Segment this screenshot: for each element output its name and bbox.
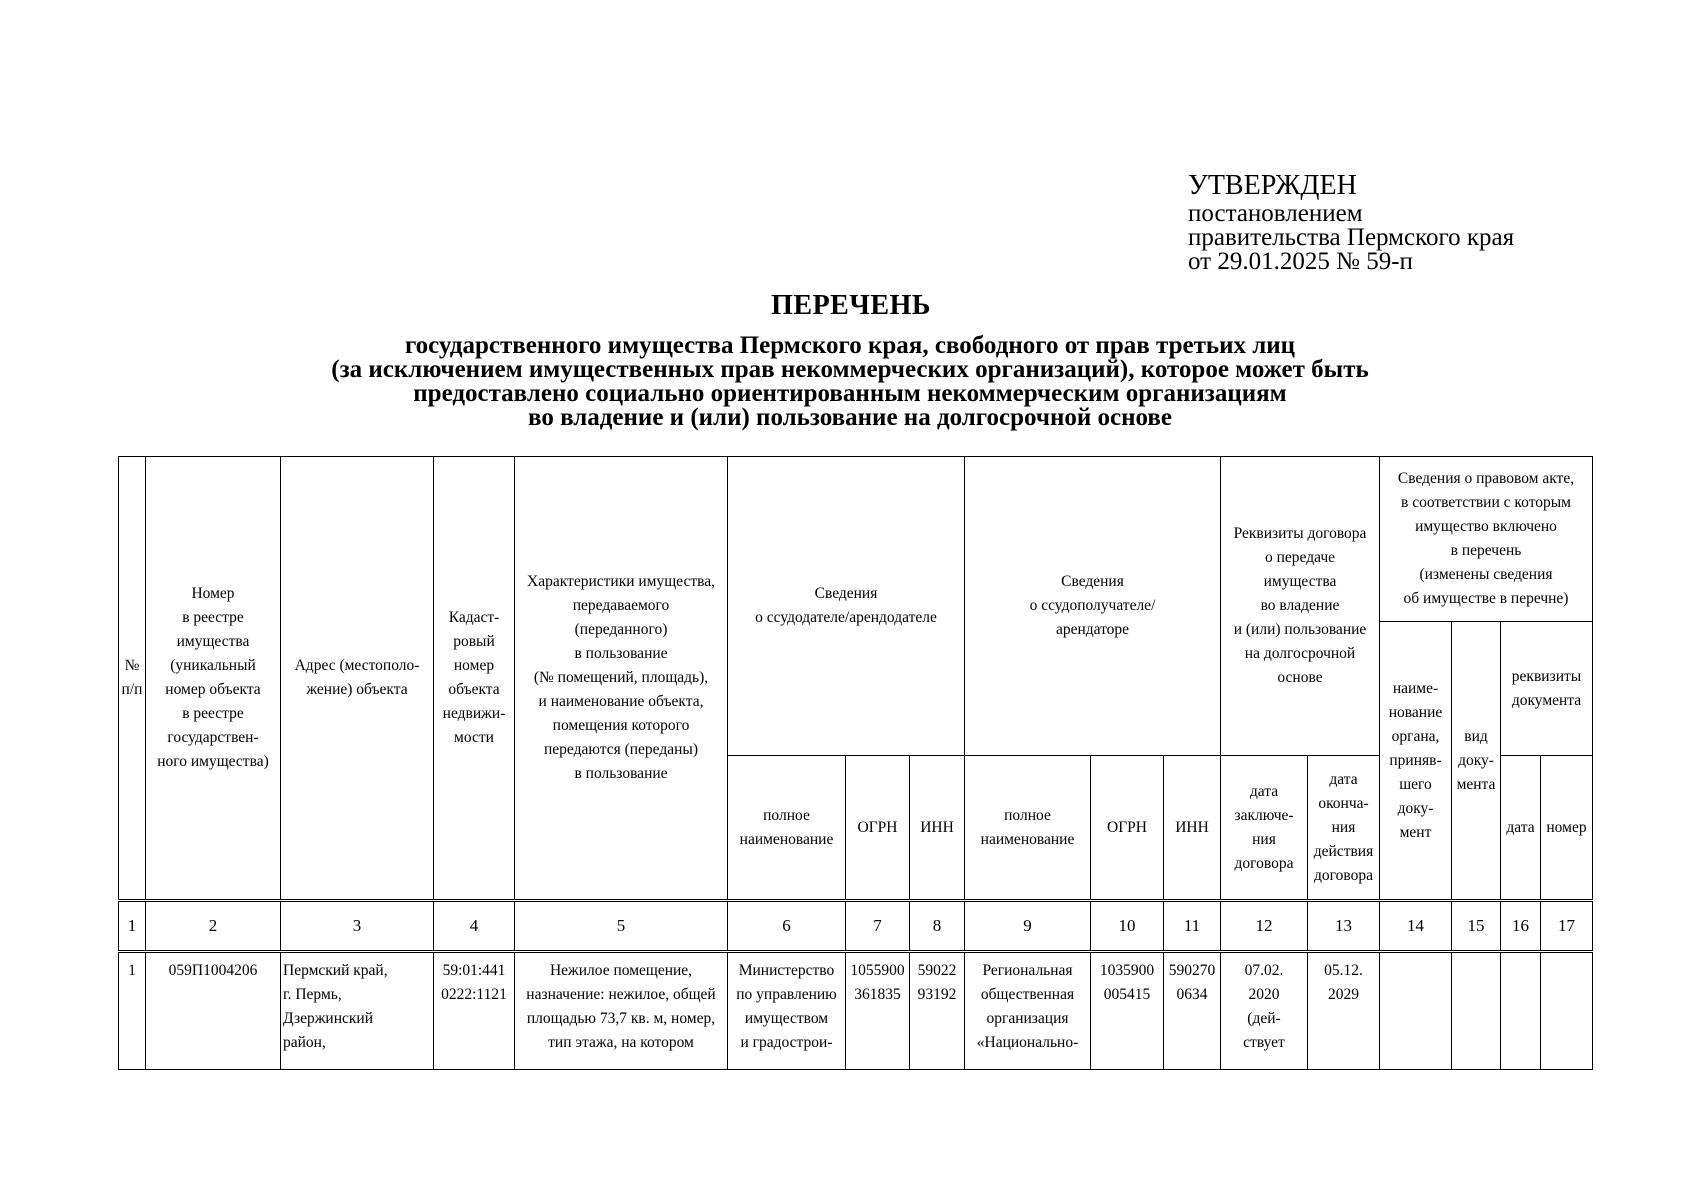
header-row-number [119, 457, 146, 901]
text-line: о ссудополучателе/ [1029, 597, 1156, 614]
text-line: Сведения [1061, 573, 1124, 590]
text-line: наименование [980, 830, 1075, 848]
text-line: (уникальный [170, 657, 256, 674]
text-line: приняв- [1389, 751, 1442, 769]
text-line: мента [1456, 775, 1496, 793]
text-line: недвижи- [442, 705, 506, 722]
text-line: № [124, 657, 140, 674]
text-line: имущество включено [1415, 518, 1557, 535]
text-line: вид [1464, 727, 1488, 745]
text-line: о передаче [1264, 549, 1336, 566]
text-line: 07.02. [1244, 962, 1284, 979]
text-line: полное [1004, 806, 1051, 824]
cell-lender-inn [910, 952, 965, 1070]
text-line: оконча- [1318, 794, 1369, 812]
text-line: Кадаст- [448, 609, 500, 626]
text-line: государствен- [167, 729, 259, 746]
subtitle-line-1: государственного имущества Пермского края, свободного от прав третьих лиц [404, 332, 1296, 359]
text-line: и наименование объекта, [538, 693, 704, 710]
header-contract-end [1308, 756, 1380, 901]
text-line: ния [1331, 818, 1356, 836]
text-line: Реквизиты договора [1233, 525, 1367, 542]
text-line: договора [1314, 866, 1373, 884]
header-registry-number [146, 457, 281, 901]
header-borrower-name [965, 756, 1091, 901]
text-line: объекта [448, 681, 500, 698]
text-line: 0222:1121 [441, 986, 507, 1003]
text-line: Сведения [814, 585, 878, 602]
text-line: (№ помещений, площадь), [533, 669, 709, 686]
text-line: и (или) пользование [1233, 621, 1367, 638]
text-line: ствует [1243, 1034, 1285, 1051]
text-line: 59:01:441 [442, 962, 506, 979]
column-number: 4 [434, 901, 515, 952]
text-line: тип этажа, на котором [548, 1034, 694, 1051]
approval-stamp [1188, 170, 1514, 274]
header-issuing-body [1380, 622, 1452, 901]
text-line: полное [763, 806, 810, 824]
header-address [281, 457, 434, 901]
approval-line-1: постановлением [1188, 200, 1363, 227]
approval-title: УТВЕРЖДЕН [1188, 170, 1357, 201]
subtitle-line-4: во владение и (или) пользование на долгосрочной основе [527, 404, 1173, 431]
text-line: Министерство [738, 962, 835, 979]
column-number: 6 [728, 901, 846, 952]
text-line: реквизиты [1511, 667, 1582, 685]
cell-lender-ogrn [846, 952, 910, 1070]
text-line: 2020 [1248, 986, 1280, 1003]
text-line: шего [1399, 775, 1432, 793]
text-line: мости [454, 729, 494, 746]
text-line: в соответствии с которым [1401, 494, 1571, 511]
cell-borrower-inn [1164, 952, 1221, 1070]
text-line: Номер [191, 585, 235, 602]
cell-address [281, 952, 434, 1070]
text-line: назначение: нежилое, общей [526, 986, 716, 1003]
text-line: 361835 [854, 986, 901, 1003]
text-line: органа, [1391, 727, 1440, 745]
text-line: 0634 [1176, 986, 1208, 1003]
column-number: 8 [910, 901, 965, 952]
text-line: Характеристики имущества, [527, 573, 715, 590]
column-number: 1 [119, 901, 146, 952]
column-number: 9 [965, 901, 1091, 952]
cell-row-number: 1 [119, 952, 146, 1070]
column-number: 15 [1452, 901, 1501, 952]
text-line: Сведения о правовом акте, [1397, 470, 1575, 487]
text-line: доку- [1458, 751, 1494, 769]
text-line: и градострои- [740, 1034, 833, 1051]
text-line: дата [1329, 770, 1358, 788]
header-document-number: номер [1541, 756, 1593, 901]
text-line: ровый [453, 633, 495, 650]
header-contract-group [1221, 457, 1380, 756]
text-line: мент [1399, 823, 1432, 841]
text-line: в реестре [182, 609, 244, 626]
text-line: Дзержинский [283, 1010, 374, 1027]
header-contract-start [1221, 756, 1308, 901]
column-number: 3 [281, 901, 434, 952]
text-line: в реестре [182, 705, 244, 722]
text-line: в перечень [1450, 542, 1522, 559]
text-line: арендаторе [1055, 621, 1130, 638]
subtitle-line-2: (за исключением имущественных прав некоммерческих организаций), которое может быть [331, 356, 1369, 383]
text-line: п/п [121, 681, 143, 698]
text-line: Адрес (местополо- [294, 657, 420, 674]
text-line: передаются (переданы) [544, 741, 698, 758]
text-line: имуществом [744, 1010, 829, 1027]
property-register-table [118, 456, 1593, 1070]
text-line: (переданного) [574, 621, 668, 638]
document-subtitle [250, 334, 1450, 430]
text-line: ния [1252, 830, 1276, 848]
header-borrower-group [965, 457, 1221, 756]
text-line: (дей- [1247, 1010, 1281, 1027]
text-line: г. Пермь, [283, 986, 342, 1003]
header-lender-name [728, 756, 846, 901]
text-line: Нежилое помещение, [549, 962, 693, 979]
text-line: нование [1388, 703, 1443, 721]
header-lender-group [728, 457, 965, 756]
column-number: 12 [1221, 901, 1308, 952]
cell-characteristics [515, 952, 728, 1070]
text-line: наименование [739, 830, 834, 848]
text-line: во владение [1260, 597, 1340, 614]
subtitle-line-3: предоставлено социально ориентированным некоммерческим организациям [413, 380, 1287, 407]
column-number-row [119, 901, 1593, 952]
text-line: организация [986, 1010, 1069, 1027]
text-line: (изменены сведения [1419, 566, 1553, 583]
text-line: Региональная [982, 962, 1073, 979]
cell-document-type [1452, 952, 1501, 1070]
text-line: Пермский край, [283, 962, 388, 979]
text-line: доку- [1397, 799, 1434, 817]
header-document-type [1452, 622, 1501, 901]
text-line: основе [1277, 669, 1323, 686]
column-number: 14 [1380, 901, 1452, 952]
text-line: номер объекта [165, 681, 261, 698]
cell-document-date [1501, 952, 1541, 1070]
header-document-details [1501, 622, 1593, 756]
text-line: общественная [980, 986, 1075, 1003]
text-line: в пользование [574, 645, 668, 662]
cell-cadastral-number [434, 952, 515, 1070]
column-number: 5 [515, 901, 728, 952]
text-line: жение) объекта [306, 681, 408, 698]
header-borrower-ogrn: ОГРН [1091, 756, 1164, 901]
text-line: площадью 73,7 кв. м, номер, [526, 1010, 716, 1027]
text-line: «Национально- [976, 1034, 1079, 1051]
column-number: 16 [1501, 901, 1541, 952]
header-characteristics [515, 457, 728, 901]
header-borrower-inn: ИНН [1164, 756, 1221, 901]
column-number: 13 [1308, 901, 1380, 952]
document-title: ПЕРЕЧЕНЬ [771, 290, 931, 321]
text-line: район, [283, 1034, 326, 1051]
cell-borrower-name [965, 952, 1091, 1070]
text-line: по управлению [736, 986, 837, 1003]
text-line: 05.12. [1324, 962, 1363, 979]
column-number: 2 [146, 901, 281, 952]
text-line: 2029 [1328, 986, 1359, 1003]
header-document-date: дата [1501, 756, 1541, 901]
header-lender-ogrn: ОГРН [846, 756, 910, 901]
cell-lender-name [728, 952, 846, 1070]
approval-line-2: правительства Пермского края [1188, 224, 1515, 251]
cell-borrower-ogrn [1091, 952, 1164, 1070]
text-line: 93192 [917, 986, 957, 1003]
text-line: 590270 [1168, 962, 1216, 979]
column-number: 10 [1091, 901, 1164, 952]
text-line: дата [1249, 782, 1279, 800]
cell-contract-start [1221, 952, 1308, 1070]
text-line: 59022 [917, 962, 957, 979]
table-row [119, 952, 1593, 1070]
text-line: 1055900 [850, 962, 905, 979]
cell-document-number [1541, 952, 1593, 1070]
text-line: документа [1511, 691, 1582, 709]
cell-contract-end [1308, 952, 1380, 1070]
column-number: 17 [1541, 901, 1593, 952]
header-legal-act-group [1380, 457, 1593, 622]
approval-line-3: от 29.01.2025 № 59-п [1188, 248, 1413, 275]
text-line: договора [1234, 854, 1294, 872]
text-line: имущества [176, 633, 250, 650]
text-line: об имуществе в перечне) [1403, 590, 1569, 607]
text-line: на долгосрочной [1244, 645, 1356, 662]
text-line: в пользование [574, 765, 668, 782]
text-line: передаваемого [572, 597, 670, 614]
text-line: ного имущества) [157, 753, 269, 770]
cell-issuing-body [1380, 952, 1452, 1070]
text-line: 1035900 [1099, 962, 1155, 979]
header-cadastral-number [434, 457, 515, 901]
text-line: наиме- [1392, 679, 1439, 697]
header-lender-inn: ИНН [910, 756, 965, 901]
text-line: 005415 [1103, 986, 1151, 1003]
text-line: помещения которого [552, 717, 690, 734]
cell-registry-number: 059П1004206 [146, 952, 281, 1070]
text-line: имущества [1263, 573, 1337, 590]
text-line: заключе- [1234, 806, 1294, 824]
text-line: о ссудодателе/арендодателе [755, 609, 937, 626]
column-number: 7 [846, 901, 910, 952]
column-number: 11 [1164, 901, 1221, 952]
text-line: действия [1313, 842, 1374, 860]
text-line: номер [453, 657, 495, 674]
